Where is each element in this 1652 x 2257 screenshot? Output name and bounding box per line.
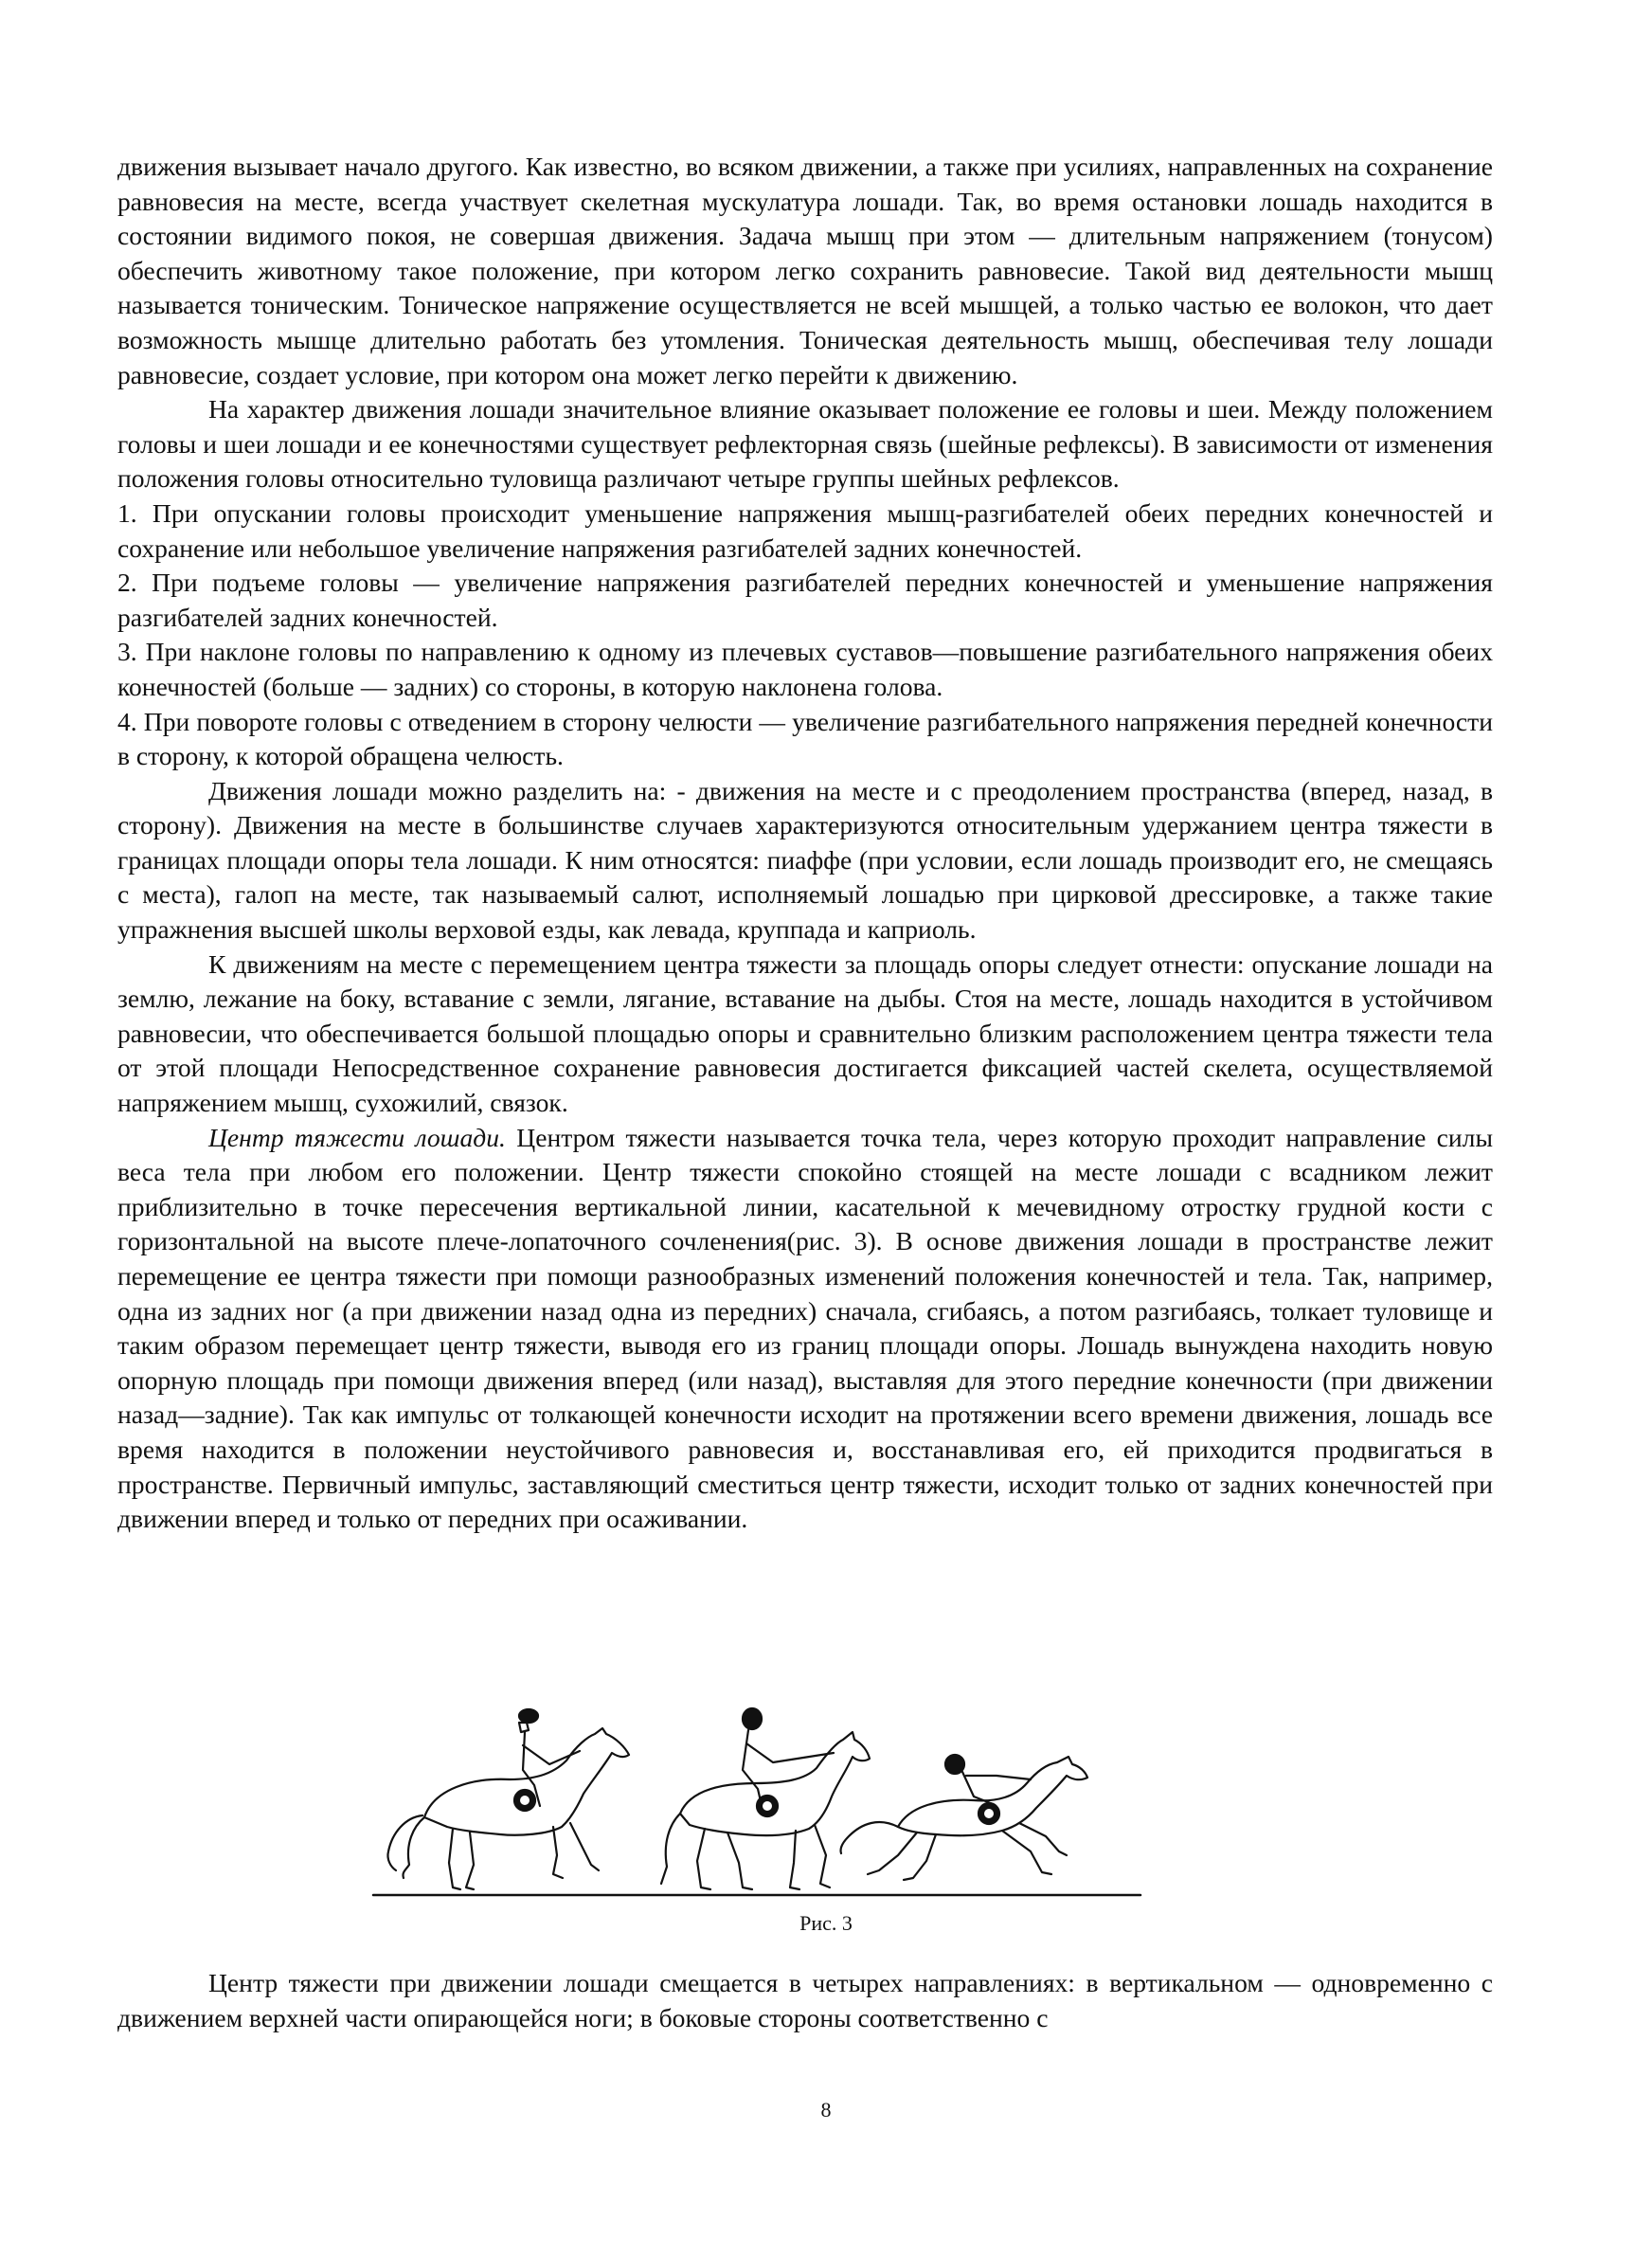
figure-caption: Рис. 3 [799,1911,853,1935]
reflex-item-3: 3. При наклоне головы по направлению к одному из плечевых суставов—повышение разгибательного напряжения обеих конечностей (больше — задних) со стороны, в которую наклонена голова. [117,637,1493,701]
paragraph-2: На характер движения лошади значительное влияние оказывает положение ее головы и шеи. Между положением головы и шеи лошади и ее конечностями существует рефлекторная связь (шейные рефлексы). В зависимости от изменения положения головы относительно туловища различают четыре группы шейных рефлексов. [117,394,1493,494]
paragraph-movements-2: К движениям на месте с перемещением центра тяжести за площадь опоры следует отнести: опускание лошади на землю, лежание на боку, вставание с земли, лягание, вставание на дыбы. Стоя на месте, лошадь находится в устойчивом равновесии, что обеспечивается большой площадью опоры и сравнительно близким расположением центра тяжести тела от этой площади Непосредственное сохранение равновесия достигается фиксацией частей скелета, осуществляемой напряжением мышц, сухожилий, связок. [117,948,1493,1118]
horses-with-riders-illustration [368,1685,1146,1901]
reflex-item-1: 1. При опускании головы происходит уменьшение напряжения мышц-разгибателей обеих передних конечностей и сохранение или небольшое увеличение напряжения разгибателей задних конечностей. [117,497,1493,563]
reflex-item-4: 4. При повороте головы с отведением в сторону челюсти — увеличение разгибательного напряжения передней конечности в сторону, к которой обращена челюсть. [117,706,1493,771]
continued-text [117,1966,1493,2035]
paragraph-center-of-gravity [117,1121,1493,1537]
body-text [117,150,1493,1537]
paragraph-movements: Движения лошади можно разделить на: - движения на месте и с преодолением пространства (вперед, назад, в сторону). Движения на месте в большинстве случаев характеризуются относительным удержанием центра тяжести в границах площади опоры тела лошади. К ним относятся: пиаффе (при условии, если лошадь производит его, не смещаясь с места), галоп на месте, так называемый салют, исполняемый лошадью при цирковой дрессировке, а также такие упражнения высшей школы верховой езды, как левада, круппада и каприоль. [117,775,1493,945]
section-lead: Центр тяжести лошади. [208,1122,506,1152]
paragraph-1: движения вызывает начало другого. Как известно, во всяком движении, а также при усилиях, направленных на сохранение равновесия на месте, всегда участвует скелетная мускулатура лошади. Так, во время остановки лошадь находится в состоянии видимого покоя, не совершая движения. Задача мышц при этом — длительным напряжением (тонусом) обеспечить животному такое положение, при котором легко сохранить равновесие. Такой вид деятельности мышц называется тоническим. Тоническое напряжение осуществляется не всей мышцей, а только частью ее волокон, что дает возможность мышце длительно работать без утомления. Тоническая деятельность мышц, обеспечивая телу лошади равновесие, создает условие, при котором она может легко перейти к движению. [117,152,1493,389]
page-number: 8 [820,2098,832,2122]
paragraph-bottom: Центр тяжести при движении лошади смещается в четырех направлениях: в вертикальном — одновременно с движением верхней части опирающейся ноги; в боковые стороны соответственно с [117,1968,1493,2032]
section-text: Центром тяжести называется точка тела, через которую проходит направление силы веса тела при любом его положении. Центр тяжести спокойно стоящей на месте лошади с всадником лежит приблизительно в точке пересечения вертикальной линии, касательной к мечевидному отростку грудной кости с горизонтальной на высоте плече-лопаточного сочленения(рис. 3). В основе движения лошади в пространстве лежит перемещение ее центра тяжести при помощи разнообразных изменений положения конечностей и тела. Так, например, одна из задних ног (а при движении назад одна из передних) сначала, сгибаясь, а потом разгибаясь, толкает туловище и таким образом перемещает центр тяжести, выводя его из границ площади опоры. Лошадь вынуждена находить новую опорную площадь при помощи движения вперед (или назад), выставляя для этого передние конечности (при движении назад—задние). Так как импульс от толкающей конечности исходит на протяжении всего времени движения, лошадь все время находится в положении неустойчивого равновесия и, восстанавливая его, ей приходится продвигаться в пространстве. Первичный импульс, заставляющий сместиться центр тяжести, исходит только от задних конечностей при движении вперед и только от передних при осаживании. [117,1122,1493,1534]
reflex-item-2: 2. При подъеме головы — увеличение напряжения разгибателей передних конечностей и уменьшение напряжения разгибателей задних конечностей. [117,568,1493,632]
figure-horses [368,1685,1146,1901]
